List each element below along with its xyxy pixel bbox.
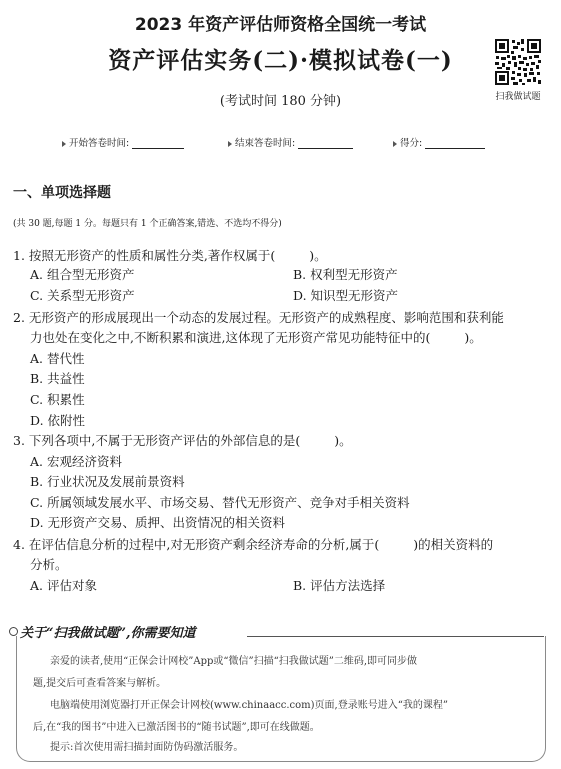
option-c[interactable]: C. 关系型无形资产	[30, 288, 135, 303]
start-time-label: 开始答卷时间:	[69, 138, 130, 149]
notice-paragraph-1: 亲爱的读者,使用“正保会计网校”App或“微信”扫描“扫我做试题”二维码,即可同步做	[50, 656, 418, 667]
exam-time: (考试时间 180 分钟)	[219, 94, 342, 109]
option-b[interactable]: B. 评估方法选择	[293, 578, 386, 593]
question-stem: 在评估信息分析的过程中,对无形资产剩余经济寿命的分析,属于(	[28, 537, 380, 552]
question-stem: 按照无形资产的性质和属性分类,著作权属于(	[28, 248, 276, 263]
notice-paragraph-2: 电脑端使用浏览器打开正保会计网校(www.chinaacc.com)页面,登录账号进入“我的课程”	[50, 700, 448, 711]
question-stem: 无形资产的形成展现出一个动态的发展过程。无形资产的成熟程度、影响范围和获利能	[28, 310, 504, 325]
end-time-field[interactable]	[228, 135, 353, 149]
paper-title: 资产评估实务(二)·模拟试卷(一)	[108, 47, 453, 74]
option-c[interactable]: C. 所属领域发展水平、市场交易、替代无形资产、竞争对手相关资料	[30, 495, 410, 510]
question-number: 1.	[13, 248, 25, 263]
question-stem: 力也处在变化之中,不断积累和演进,这体现了无形资产常见功能特征中的(	[30, 330, 431, 345]
section-note: (共 30 题,每题 1 分。每题只有 1 个正确答案,错选、不选均不得分)	[13, 219, 282, 229]
question-4-cont: 分析。	[30, 557, 68, 572]
score-label: 得分:	[400, 138, 423, 149]
question-stem-end: )。	[464, 330, 482, 345]
notice-paragraph-1-cont: 题,提交后可查看答案与解析。	[33, 678, 167, 689]
option-b[interactable]: B. 共益性	[30, 371, 85, 386]
option-a[interactable]: A. 宏观经济资料	[30, 454, 122, 469]
notice-title: 关于“扫我做试题”,你需要知道	[20, 622, 199, 641]
option-a[interactable]: A. 替代性	[30, 351, 85, 366]
question-2-cont	[30, 328, 550, 349]
circle-bullet-icon	[9, 627, 18, 636]
question-stem-end: )的相关资料的	[413, 537, 494, 552]
triangle-marker-icon	[393, 141, 397, 147]
option-d[interactable]: D. 无形资产交易、质押、出资情况的相关资料	[30, 515, 286, 530]
option-a[interactable]: A. 组合型无形资产	[30, 267, 135, 282]
notice-rule	[247, 636, 544, 637]
question-number: 3.	[13, 433, 25, 448]
question-3	[13, 431, 548, 452]
option-d[interactable]: D. 依附性	[30, 413, 86, 428]
end-time-label: 结束答卷时间:	[235, 138, 296, 149]
triangle-marker-icon	[62, 141, 66, 147]
question-2	[13, 308, 548, 329]
question-stem: 下列各项中,不属于无形资产评估的外部信息的是(	[28, 433, 301, 448]
score-field[interactable]	[393, 135, 485, 149]
question-4	[13, 535, 548, 556]
notice-tip: 提示:首次使用需扫描封面防伪码激活服务。	[50, 742, 244, 753]
end-time-blank[interactable]	[298, 138, 353, 149]
start-time-blank[interactable]	[132, 138, 184, 149]
option-b[interactable]: B. 权利型无形资产	[293, 267, 398, 282]
section-title: 一、单项选择题	[13, 185, 111, 201]
triangle-marker-icon	[228, 141, 232, 147]
option-d[interactable]: D. 知识型无形资产	[293, 288, 399, 303]
question-number: 4.	[13, 537, 25, 552]
option-c[interactable]: C. 积累性	[30, 392, 85, 407]
option-a[interactable]: A. 评估对象	[30, 578, 97, 593]
exam-title: 2023 年资产评估师资格全国统一考试	[134, 15, 427, 35]
score-blank[interactable]	[425, 138, 485, 149]
qr-label: 扫我做试题	[495, 92, 541, 102]
question-1	[13, 246, 548, 267]
question-stem-end: )。	[309, 248, 327, 263]
question-number: 2.	[13, 310, 25, 325]
question-stem-end: )。	[334, 433, 352, 448]
start-time-field[interactable]	[62, 135, 184, 149]
notice-header	[9, 622, 199, 641]
qr-code-icon[interactable]	[494, 38, 542, 86]
notice-paragraph-2-cont: 后,在“我的图书”中进入已激活图书的“随书试题”,即可在线做题。	[33, 722, 320, 733]
option-b[interactable]: B. 行业状况及发展前景资料	[30, 474, 185, 489]
